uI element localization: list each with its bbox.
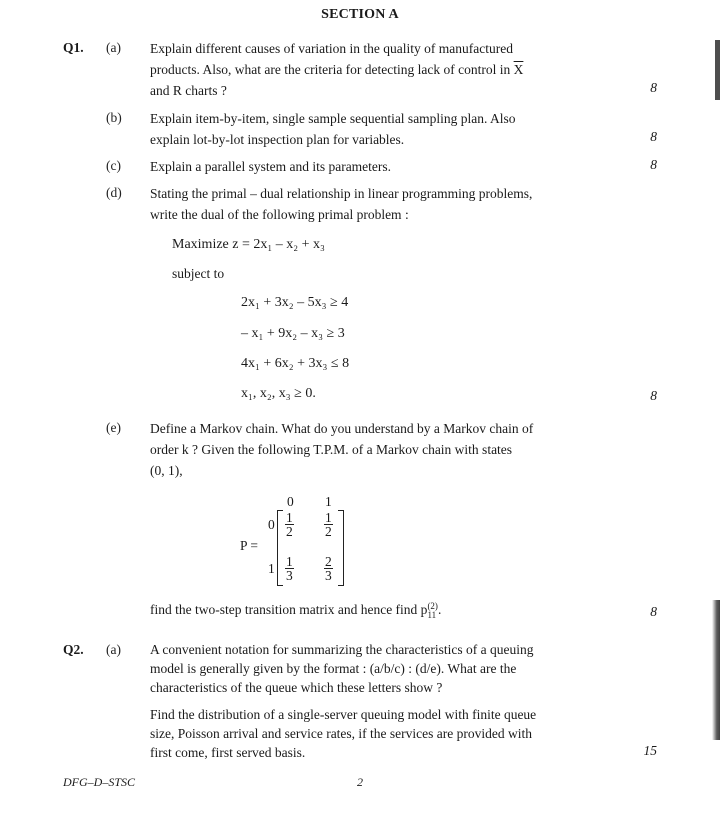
entry-11-denominator: 3 [325,568,332,583]
q1a-line1: Explain different causes of variation in the quality of manufactured [150,41,513,56]
q1e-line1: Define a Markov chain. What do you understand by a Markov chain of [150,421,534,436]
marks-2a: 15 [643,743,657,758]
subject-to-label: subject to [172,266,225,281]
find-text: find the two-step transition matrix and hence find p [150,602,428,618]
constraint-3: 4x₁ + 6x₂ + 3x₃ ≤ 8 [241,356,350,371]
xbar-symbol: $\overline{X}$ [513,62,524,77]
scan-edge-shadow [712,600,720,740]
q1e-line3: (0, 1), [150,463,183,478]
marks-1d: 8 [650,388,657,403]
q2a-line4: Find the distribution of a single-server queuing model with finite queue [150,707,537,722]
question-1e-text [150,418,632,481]
entry-00-denominator: 2 [286,524,293,539]
part-label-2a: (a) [106,642,121,657]
constraint-1: 2x₁ + 3x₂ – 5x₃ ≥ 4 [241,295,349,310]
matrix-entry-10 [285,555,294,582]
question-number-q2: Q2. [63,642,84,657]
part-label-1e: (e) [106,420,121,435]
section-title: SECTION A [321,7,399,22]
q2a-line3: characteristics of the queue which these letters show ? [150,680,443,695]
matrix-entry-11 [324,555,333,582]
part-label-1c: (c) [106,158,121,173]
matrix-col-header-0: 0 [287,494,294,509]
p11-sub: 11 [427,610,437,620]
q1a-line2 [150,59,632,80]
p11-sup: (2) [427,601,438,611]
q1c-line1: Explain a parallel system and its parameters. [150,159,392,174]
page-number: 2 [357,775,363,789]
entry-10-denominator: 3 [286,568,293,583]
entry-10-numerator: 1 [286,554,293,569]
q1a-line3: and R charts ? [150,83,227,98]
entry-01-numerator: 1 [325,510,332,525]
q1b-line1: Explain item-by-item, single sample sequential sampling plan. Also [150,111,516,126]
paragraph-gap [150,697,632,705]
entry-11-numerator: 2 [325,554,332,569]
question-1a-text [150,38,632,101]
matrix-entry-01 [324,511,333,538]
matrix-right-bracket [338,510,344,586]
matrix-entry-00 [285,511,294,538]
q1b-line2: explain lot-by-lot inspection plan for variables. [150,132,405,147]
question-1d-text [150,183,632,225]
matrix-label: P = [240,538,258,553]
matrix-col-header-1: 1 [325,494,332,509]
q2a-line6: first come, first served basis. [150,745,306,760]
q2a-line5: size, Poisson arrival and service rates, if the services are provided with [150,726,532,741]
matrix-row-header-0: 0 [268,517,275,532]
part-label-1d: (d) [106,185,122,200]
footer-code: DFG–D–STSC [63,775,136,789]
question-2a-text [150,640,632,762]
entry-00-numerator: 1 [286,510,293,525]
question-1b-text [150,108,632,150]
q1d-line2: write the dual of the following primal problem : [150,207,409,222]
entry-01-denominator: 2 [325,524,332,539]
scan-edge-mark [715,40,720,100]
marks-1b: 8 [650,129,657,144]
constraint-nonneg: x₁, x₂, x₃ ≥ 0. [241,386,316,401]
q1d-line1: Stating the primal – dual relationship in linear programming problems, [150,186,533,201]
marks-1c: 8 [650,157,657,172]
marks-1a: 8 [650,80,657,95]
q2a-line1: A convenient notation for summarizing the characteristics of a queuing [150,642,534,657]
q2a-line2: model is generally given by the format : (a/b/c) : (d/e). What are the [150,661,517,676]
part-label-1a: (a) [106,40,121,55]
marks-1e: 8 [650,604,657,619]
p11-indices [427,602,438,620]
constraint-2: – x₁ + 9x₂ – x₃ ≥ 3 [241,326,345,341]
q1a-line2-text: products. Also, what are the criteria for detecting lack of control in [150,62,511,77]
q1e-find-line [150,602,441,620]
question-number-q1: Q1. [63,40,84,55]
part-label-1b: (b) [106,110,122,125]
find-end: . [437,602,442,618]
lp-objective: Maximize z = 2x₁ – x₂ + x₃ [172,237,325,252]
q1e-line2: order k ? Given the following T.P.M. of a Markov chain with states [150,442,513,457]
matrix-row-header-1: 1 [268,561,275,576]
matrix-left-bracket [277,510,283,586]
